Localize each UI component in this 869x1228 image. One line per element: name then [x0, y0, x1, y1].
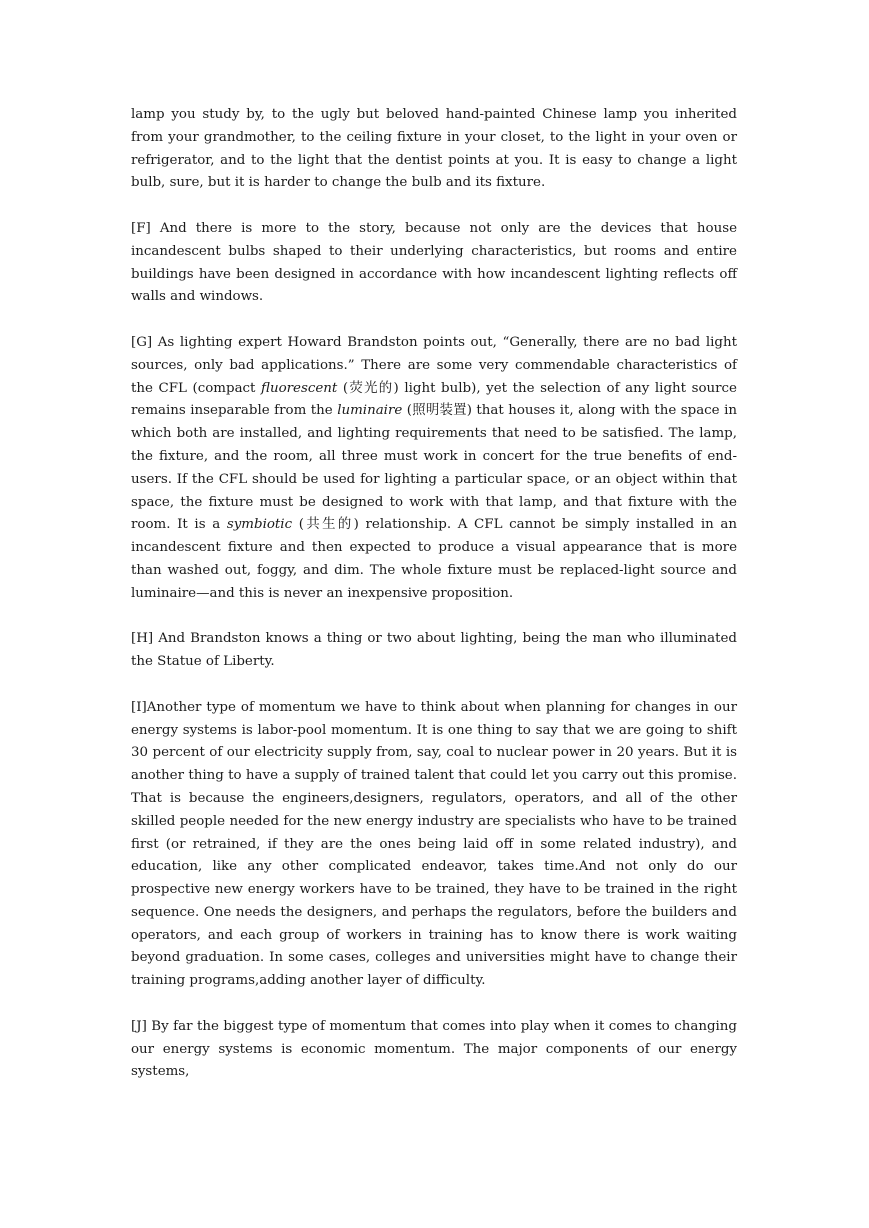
- paragraph-j: [J] By far the biggest type of momentum that comes into play when it comes to changing our energy systems is economic momentum. The major components of our energy systems,: [131, 1018, 737, 1080]
- paragraph-g-text-4: (共生的) relationship. A CFL cannot be simply installed in an incandescent fixture and then expected to produce a visual appearance that is more than washed out, foggy, and dim. The whole fixture must be replaced-light source and luminaire—and this is never an inexpensive proposition.: [131, 517, 737, 601]
- paragraph-g: [131, 332, 737, 606]
- term-luminaire: luminaire: [337, 403, 403, 419]
- term-symbiotic: symbiotic: [226, 517, 293, 533]
- paragraph-g-text-3: (照明装置) that houses it, along with the space in which both are installed, and lighting requirements that need to be satisfied. The lamp, the fixture, and the room, all three must work in concert for the true benefits of end-users. If the CFL should be used for lighting a particular space, or an object within that space, the fixture must be designed to work with that lamp, and that fixture with the room. It is a: [131, 403, 737, 533]
- paragraph-f: [F] And there is more to the story, because not only are the devices that house incandescent bulbs shaped to their underlying characteristics, but rooms and entire buildings have been designed in accordance with how incandescent lighting reflects off walls and windows.: [131, 220, 737, 305]
- paragraph-g-text-1: [G] As lighting expert Howard Brandston points out, “Generally, there are no bad light sources, only bad applications.” There are some very commendable characteristics of the CFL (compact: [131, 334, 737, 396]
- paragraph-i: [I]Another type of momentum we have to think about when planning for changes in our energy systems is labor-pool momentum. It is one thing to say that we are going to shift 30 percent of our electricity supply from, say, coal to nuclear power in 20 years. But it is another thing to have a supply of trained talent that could let you carry out this promise. That is because the engineers,designers, regulators, operators, and all of the other skilled people needed for the new energy industry are specialists who have to be trained first (or retrained, if they are the ones being laid off in some related industry), and education, like any other complicated endeavor, takes time.And not only do our prospective new energy workers have to be trained, they have to be trained in the right sequence. One needs the designers, and perhaps the regulators, before the builders and operators, and each group of workers in training has to know there is work waiting beyond graduation. In some cases, colleges and universities might have to change their training programs,adding another layer of difficulty.: [131, 699, 737, 989]
- paragraph-g-text-2: (荧光的) light bulb), yet the selection of any light source remains inseparable from the: [131, 380, 737, 419]
- term-fluorescent: fluorescent: [261, 380, 338, 396]
- document-page: [131, 104, 737, 1084]
- paragraph-intro: lamp you study by, to the ugly but beloved hand-painted Chinese lamp you inherited from your grandmother, to the ceiling fixture in your closet, to the light in your oven or refrigerator, and to the light that the dentist points at you. It is easy to change a light bulb, sure, but it is harder to change the bulb and its fixture.: [131, 107, 737, 191]
- paragraph-h: [H] And Brandston knows a thing or two about lighting, being the man who illuminated the Statue of Liberty.: [131, 631, 737, 670]
